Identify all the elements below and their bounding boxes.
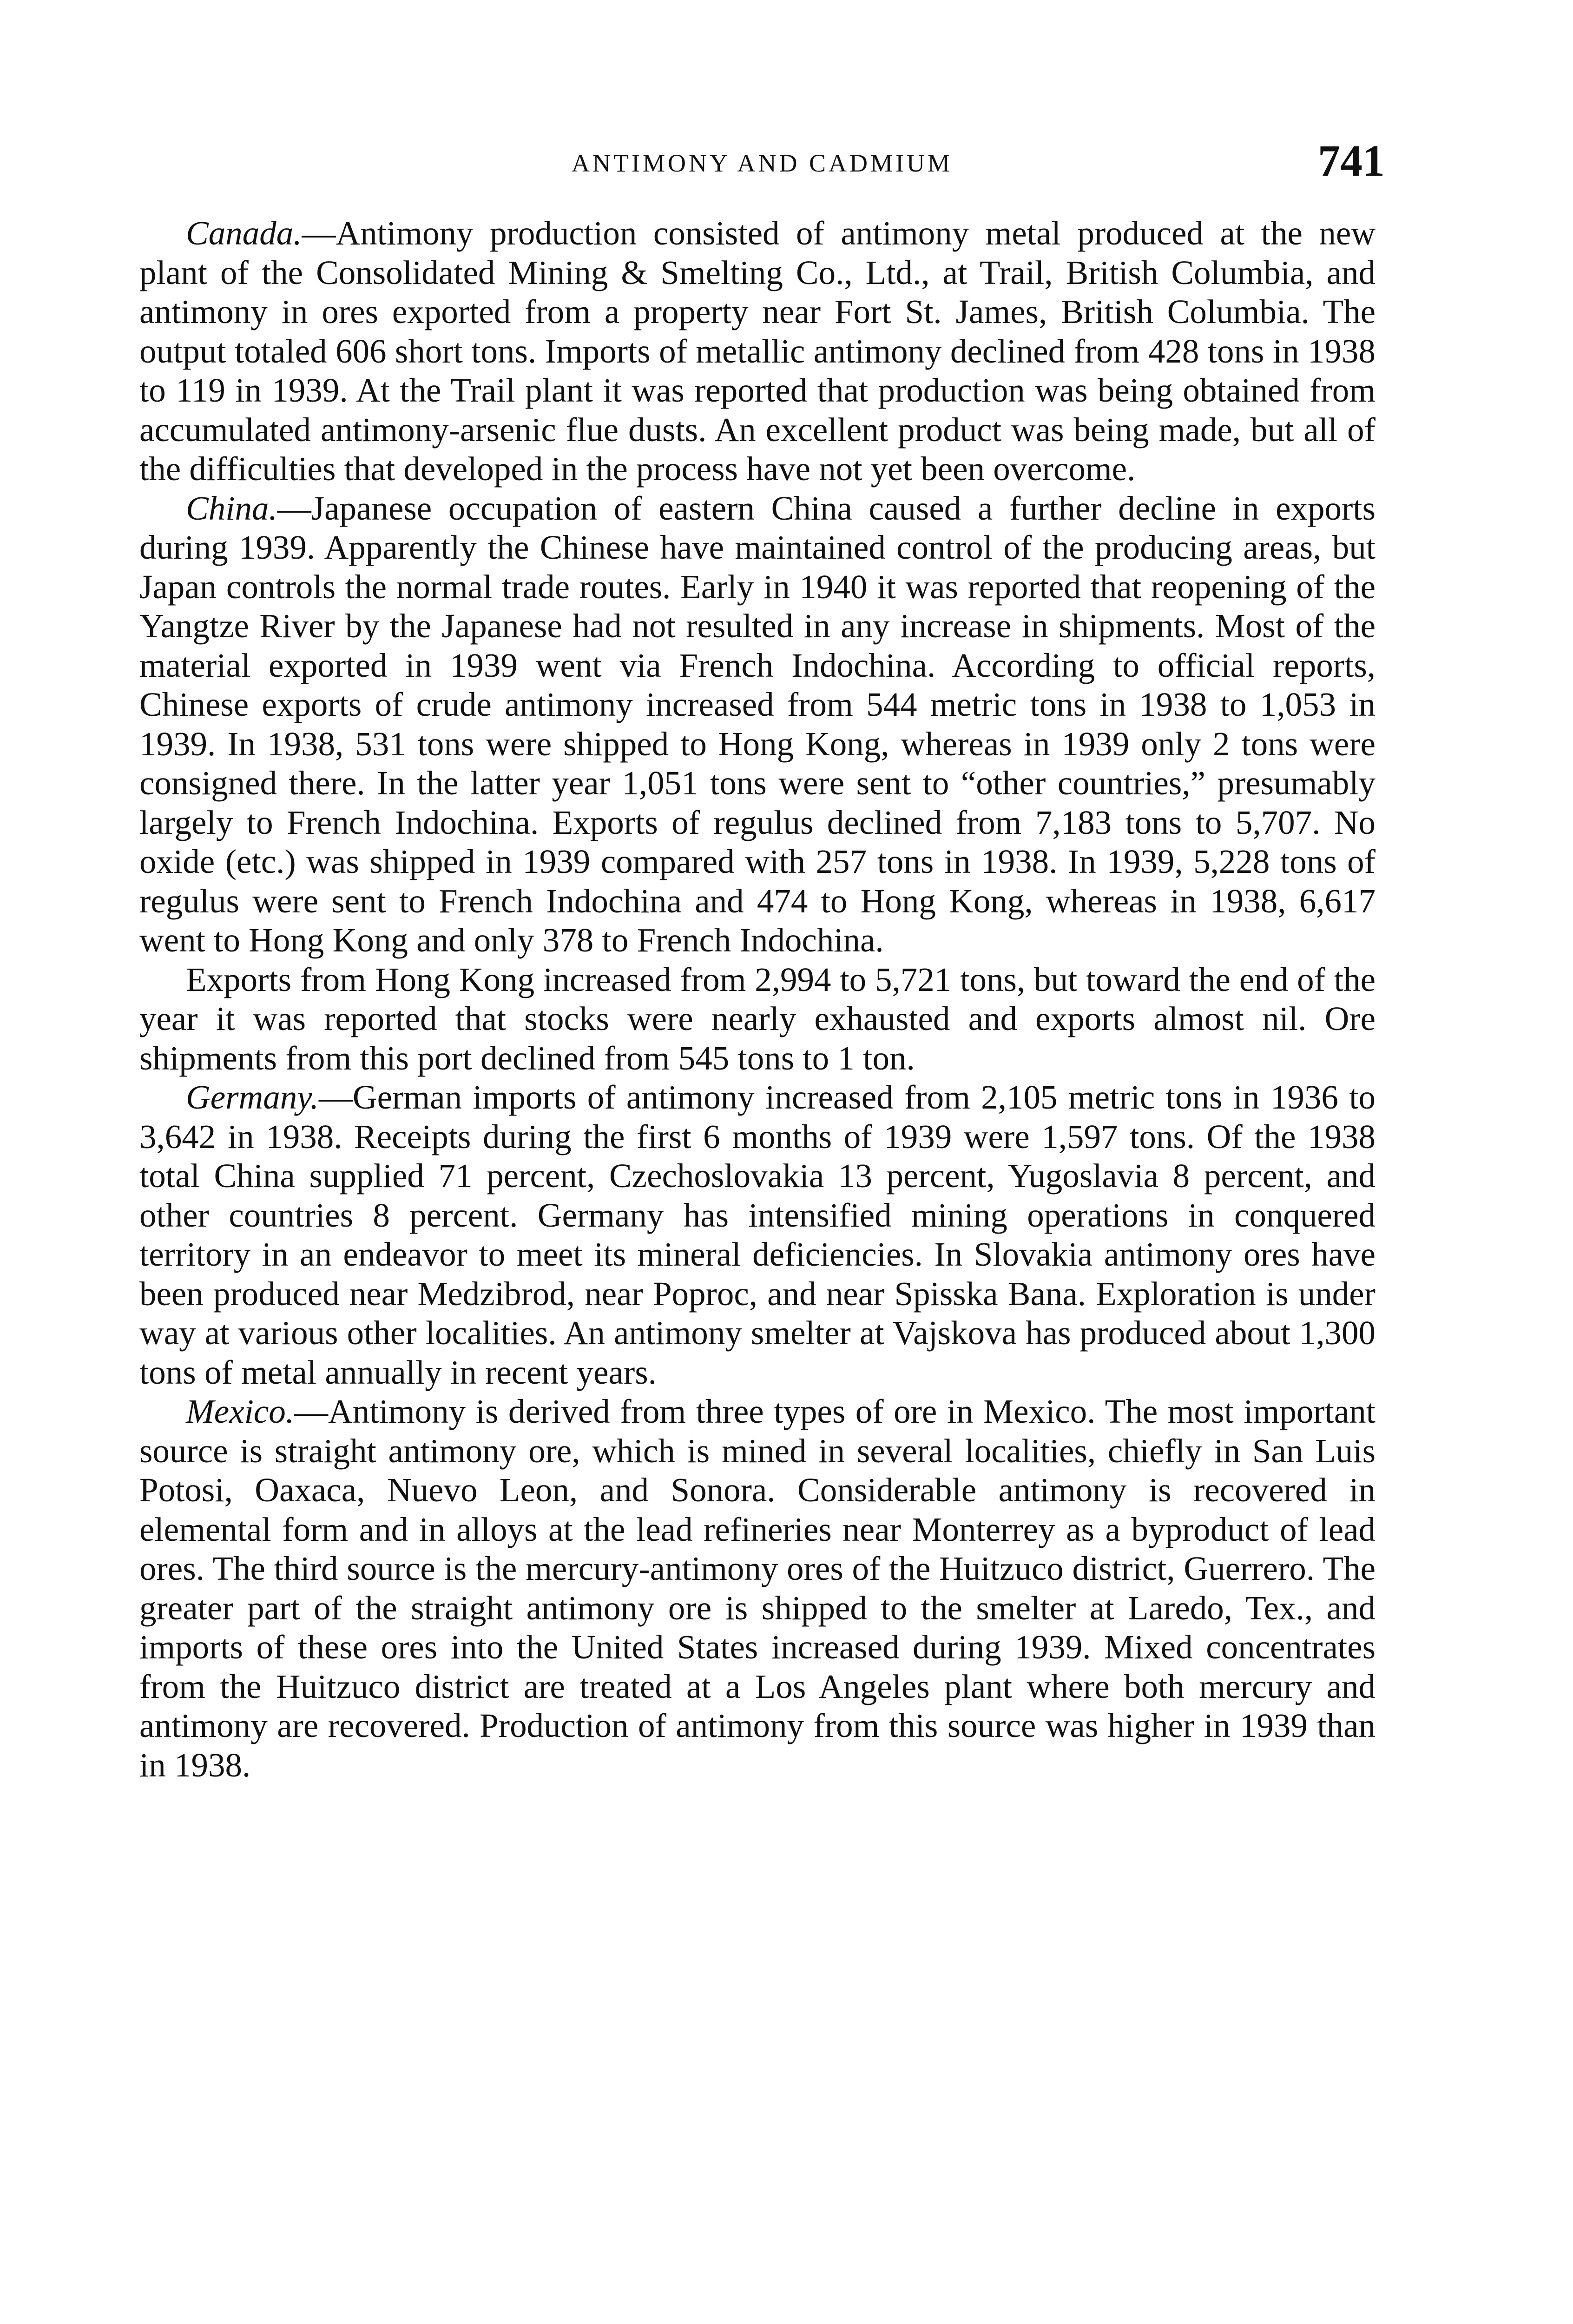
- paragraph-text-china: —Japanese occupation of eastern China caused a further decline in exports during 1939. Apparently the Chinese have maintained control of the producing areas, but Japan controls the normal trade routes. Early in 1940 it was reported that reopening of the Yangtze River by the Japanese had not resulted in any increase in shipments. Most of the material exported in 1939 went via French Indochina. According to official reports, Chinese exports of crude antimony increased from 544 metric tons in 1938 to 1,053 in 1939. In 1938, 531 tons were shipped to Hong Kong, whereas in 1939 only 2 tons were consigned there. In the latter year 1,051 tons were sent to “other countries,” presumably largely to French Indochina. Exports of regulus declined from 7,183 tons to 5,707. No oxide (etc.) was shipped in 1939 compared with 257 tons in 1938. In 1939, 5,228 tons of regulus were sent to French Indochina and 474 to Hong Kong, whereas in 1938, 6,617 went to Hong Kong and only 378 to French Indochina.: [139, 489, 1376, 959]
- paragraph-text-hong-kong: Exports from Hong Kong increased from 2,994 to 5,721 tons, but toward the end of the year it was reported that stocks were nearly exhausted and exports almost nil. Ore shipments from this port declined from 545 tons to 1 ton.: [139, 960, 1376, 1077]
- country-heading-mexico: Mexico.: [186, 1393, 295, 1430]
- paragraph-china: [139, 489, 1376, 960]
- country-heading-canada: Canada.: [186, 214, 302, 252]
- paragraph-canada: [139, 214, 1376, 489]
- paragraph-text-canada: —Antimony production consisted of antimony metal produced at the new plant of the Consolidated Mining & Smelting Co., Ltd., at Trail, British Columbia, and antimony in ores exported from a property near Fort St. James, British Columbia. The output totaled 606 short tons. Imports of metallic antimony declined from 428 tons in 1938 to 119 in 1939. At the Trail plant it was reported that production was being obtained from accumulated antimony-arsenic flue dusts. An excellent product was being made, but all of the difficulties that developed in the process have not yet been overcome.: [139, 214, 1376, 488]
- paragraph-germany: [139, 1078, 1376, 1392]
- page-number: 741: [1318, 136, 1385, 185]
- running-title: ANTIMONY AND CADMIUM: [572, 149, 953, 177]
- country-heading-china: China.: [186, 489, 277, 527]
- body-text: [139, 214, 1376, 1785]
- paragraph-hong-kong: [139, 960, 1376, 1078]
- page-header: [139, 135, 1385, 195]
- paragraph-text-mexico: —Antimony is derived from three types of ore in Mexico. The most important source is straight antimony ore, which is mined in several localities, chiefly in San Luis Potosi, Oaxaca, Nuevo Leon, and Sonora. Considerable antimony is recovered in elemental form and in alloys at the lead refineries near Monterrey as a byproduct of lead ores. The third source is the mercury-antimony ores of the Huitzuco district, Guerrero. The greater part of the straight antimony ore is shipped to the smelter at Laredo, Tex., and imports of these ores into the United States increased during 1939. Mixed concentrates from the Huitzuco district are treated at a Los Angeles plant where both mercury and antimony are recovered. Production of antimony from this source was higher in 1939 than in 1938.: [139, 1393, 1376, 1784]
- paragraph-mexico: [139, 1392, 1376, 1785]
- paragraph-text-germany: —German imports of antimony increased from 2,105 metric tons in 1936 to 3,642 in 1938. Receipts during the first 6 months of 1939 were 1,597 tons. Of the 1938 total China supplied 71 percent, Czechoslovakia 13 percent, Yugoslavia 8 percent, and other countries 8 percent. Germany has intensified mining operations in conquered territory in an endeavor to meet its mineral deficiencies. In Slovakia antimony ores have been produced near Medzibrod, near Poproc, and near Spisska Bana. Exploration is under way at various other localities. An antimony smelter at Vajskova has produced about 1,300 tons of metal annually in recent years.: [139, 1078, 1376, 1391]
- country-heading-germany: Germany.: [186, 1078, 319, 1116]
